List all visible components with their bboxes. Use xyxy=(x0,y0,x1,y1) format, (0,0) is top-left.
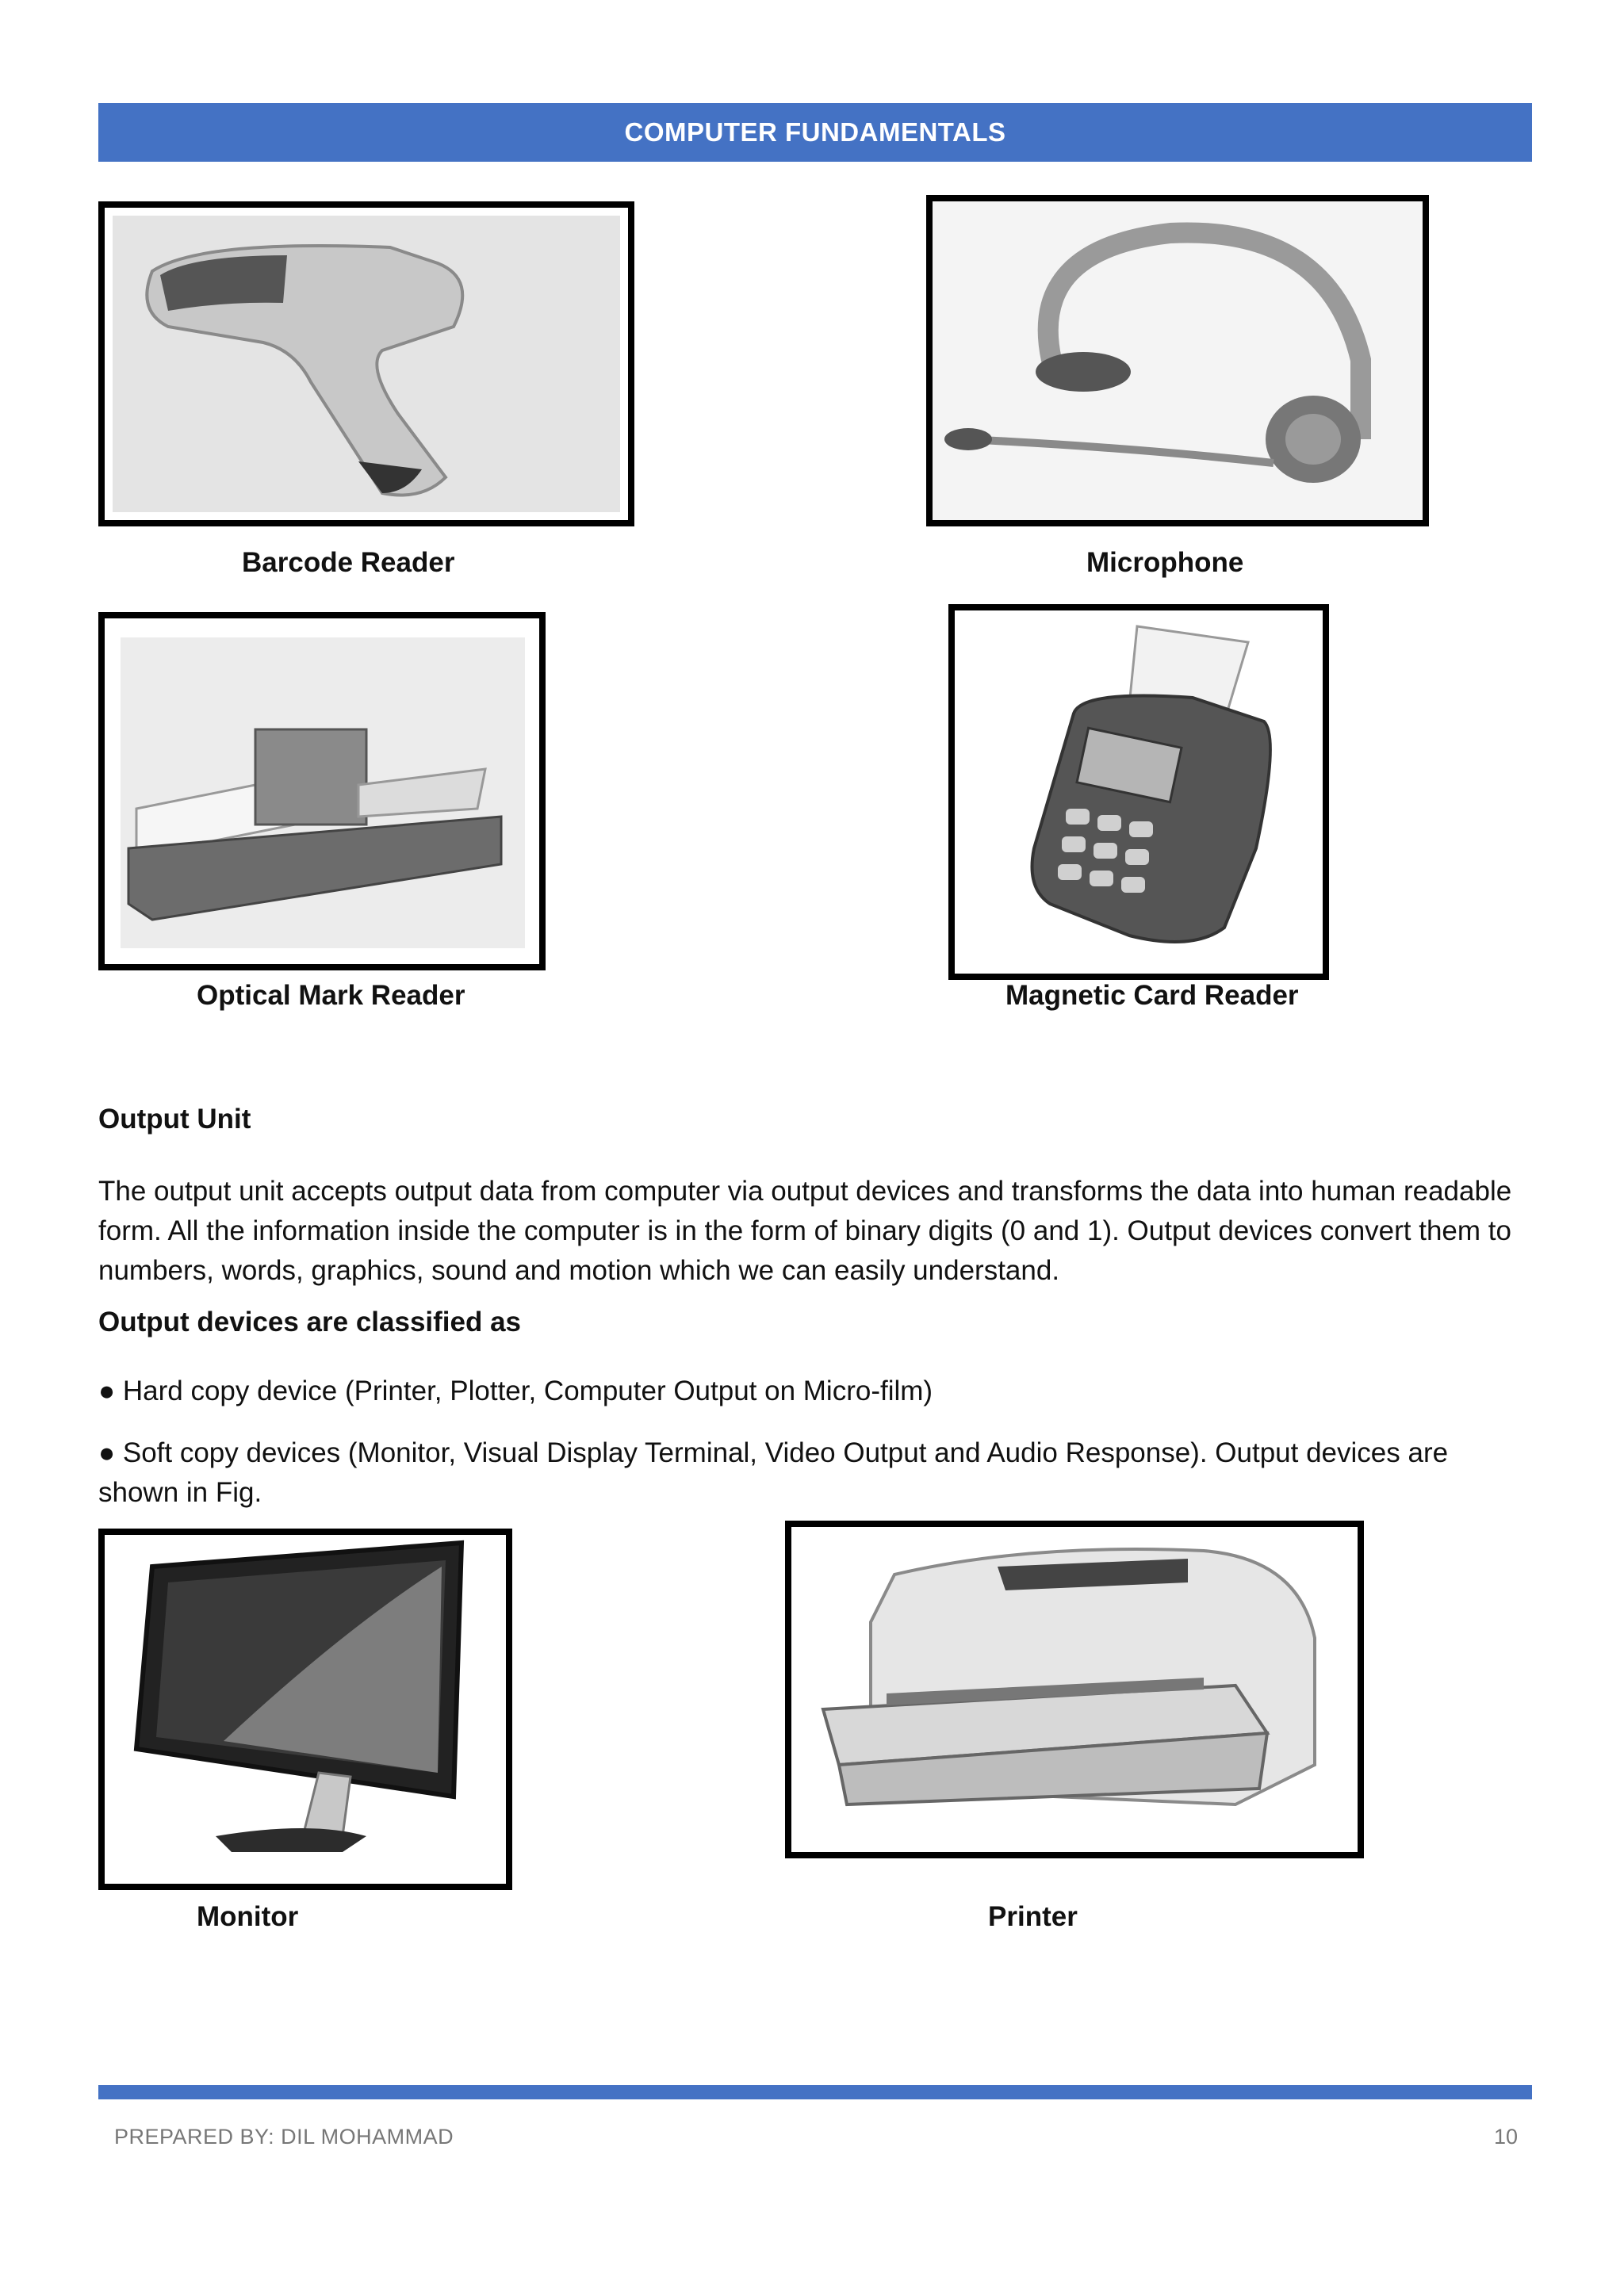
page-header-bar xyxy=(98,103,1532,162)
optical-mark-reader-image xyxy=(105,618,539,964)
magnetic-card-reader-figure xyxy=(948,604,1329,980)
monitor-image xyxy=(105,1535,506,1884)
headset-microphone-image xyxy=(933,201,1423,520)
monitor-figure xyxy=(98,1529,512,1890)
printer-caption: Printer xyxy=(988,1901,1078,1932)
magnetic-card-reader-caption: Magnetic Card Reader xyxy=(1005,980,1299,1011)
monitor-caption: Monitor xyxy=(197,1901,299,1932)
output-unit-heading: Output Unit xyxy=(98,1104,251,1135)
optical-mark-reader-caption: Optical Mark Reader xyxy=(197,980,465,1011)
barcode-reader-caption: Barcode Reader xyxy=(242,547,455,578)
classified-heading: Output devices are classified as xyxy=(98,1307,522,1337)
card-reader-image xyxy=(955,610,1323,974)
footer-prepared-by: PREPARED BY: DIL MOHAMMAD xyxy=(114,2125,454,2149)
microphone-figure xyxy=(926,195,1429,526)
optical-mark-reader-figure xyxy=(98,612,546,970)
bullet-hard-copy: ● Hard copy device (Printer, Plotter, Computer Output on Micro-film) xyxy=(98,1376,933,1406)
barcode-reader-image xyxy=(105,208,628,520)
page-number: 10 xyxy=(1493,2125,1518,2149)
footer-rule xyxy=(98,2085,1532,2099)
printer-image xyxy=(791,1527,1358,1852)
barcode-reader-figure xyxy=(98,201,634,526)
microphone-caption: Microphone xyxy=(1086,547,1244,578)
bullet-soft-copy: ● Soft copy devices (Monitor, Visual Display Terminal, Video Output and Audio Response). Output devices are shown in Fig. xyxy=(98,1437,1449,1508)
printer-figure xyxy=(785,1521,1364,1858)
output-unit-paragraph: The output unit accepts output data from computer via output devices and transforms the data into human readable form. All the information inside the computer is in the form of binary digits (0 and 1). Output devices convert them to numbers, words, graphics, sound and motion which we can easily understand. xyxy=(98,1176,1512,1286)
header-title: COMPUTER FUNDAMENTALS xyxy=(624,117,1006,147)
